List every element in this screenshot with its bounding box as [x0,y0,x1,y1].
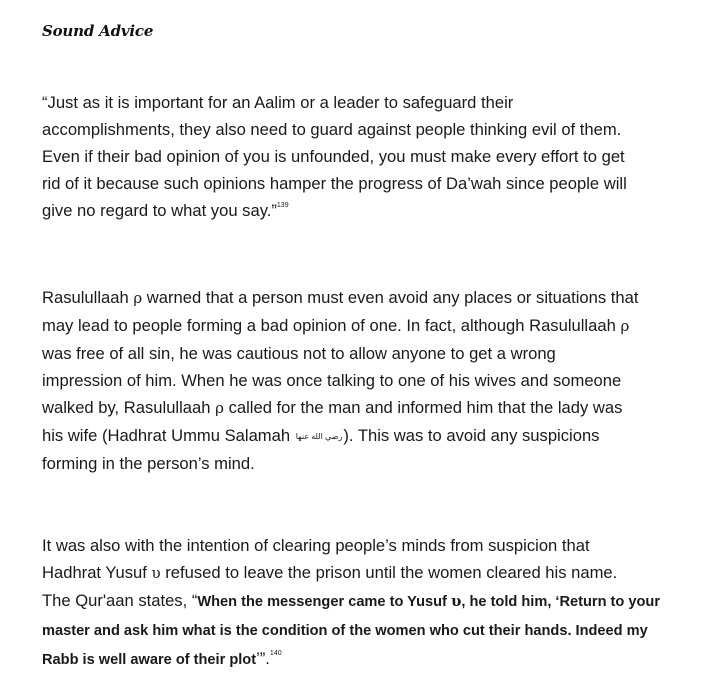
paragraph-line: forming in the person’s mind. [42,454,255,474]
paragraph-line: give no regard to what you say.”$^{139}$ [42,201,289,220]
paragraph-line: Rabb is well aware of their plot’”.$^{140}$ [42,649,282,668]
footnote-marker-140: 140 [269,650,282,658]
honorific-symbol: ρ [620,317,630,335]
paragraph-line: his wife (Hadhrat Ummu Salamah رضي الله عنها). This was to avoid any suspicions [42,426,600,445]
quran-quote: Rabb is well aware of their plot [42,652,257,668]
paragraph-line: The Qur'aan states, “When the messenger came to Yusuf υ, he told him, ‘Return to your [42,591,661,610]
paragraph-line [42,616,678,645]
honorific-symbol: ρ [215,399,224,417]
paragraph-line: Even if their bad opinion of you is unfounded, you must make every effort to get [42,147,625,166]
running-header-title: Sound Advice [42,22,154,40]
paragraph-line: Hadhrat Yusuf υ refused to leave the prison until the women cleared his name. [42,563,618,582]
footnote-marker-139: 139 [276,202,289,210]
honorific-symbol: ρ [133,289,143,307]
paragraph-line: It was also with the intention of clearing people’s minds from suspicion that [42,536,590,555]
paragraph-line: may lead to people forming a bad opinion of one. In fact, although Rasulullaah ρ [42,316,630,335]
paragraph-quote-aalim [42,89,678,224]
paragraph-line: impression of him. When he was once talking to one of his wives and someone [42,371,622,390]
paragraph-line: walked by, Rasulullaah ρ called for the man and informed him that the lady was [42,398,623,417]
paragraph-line: accomplishments, they also need to guard against people thinking evil of them. [42,120,622,139]
quran-quote: master and ask him what is the condition of the women who cut their hands. Indeed my [42,623,648,639]
paragraph-yusuf-quote [42,532,678,674]
honorific-symbol: υ [450,592,462,610]
arabic-honorific: رضي الله عنها [295,432,343,442]
paragraph-line: was free of all sin, he was cautious not to allow anyone to get a wrong [42,344,556,363]
paragraph-line: rid of it because such opinions hamper the progress of Da’wah since people will [42,174,627,193]
quran-quote: When the messenger came to Yusuf υ, he told him, ‘Return to your [197,592,661,610]
paragraph-rasulullaah-caution [42,284,678,477]
paragraph-line: “Just as it is important for an Aalim or a leader to safeguard their [42,93,514,112]
paragraph-line: Rasulullaah ρ warned that a person must even avoid any places or situations that [42,288,639,307]
honorific-symbol: υ [151,564,161,582]
